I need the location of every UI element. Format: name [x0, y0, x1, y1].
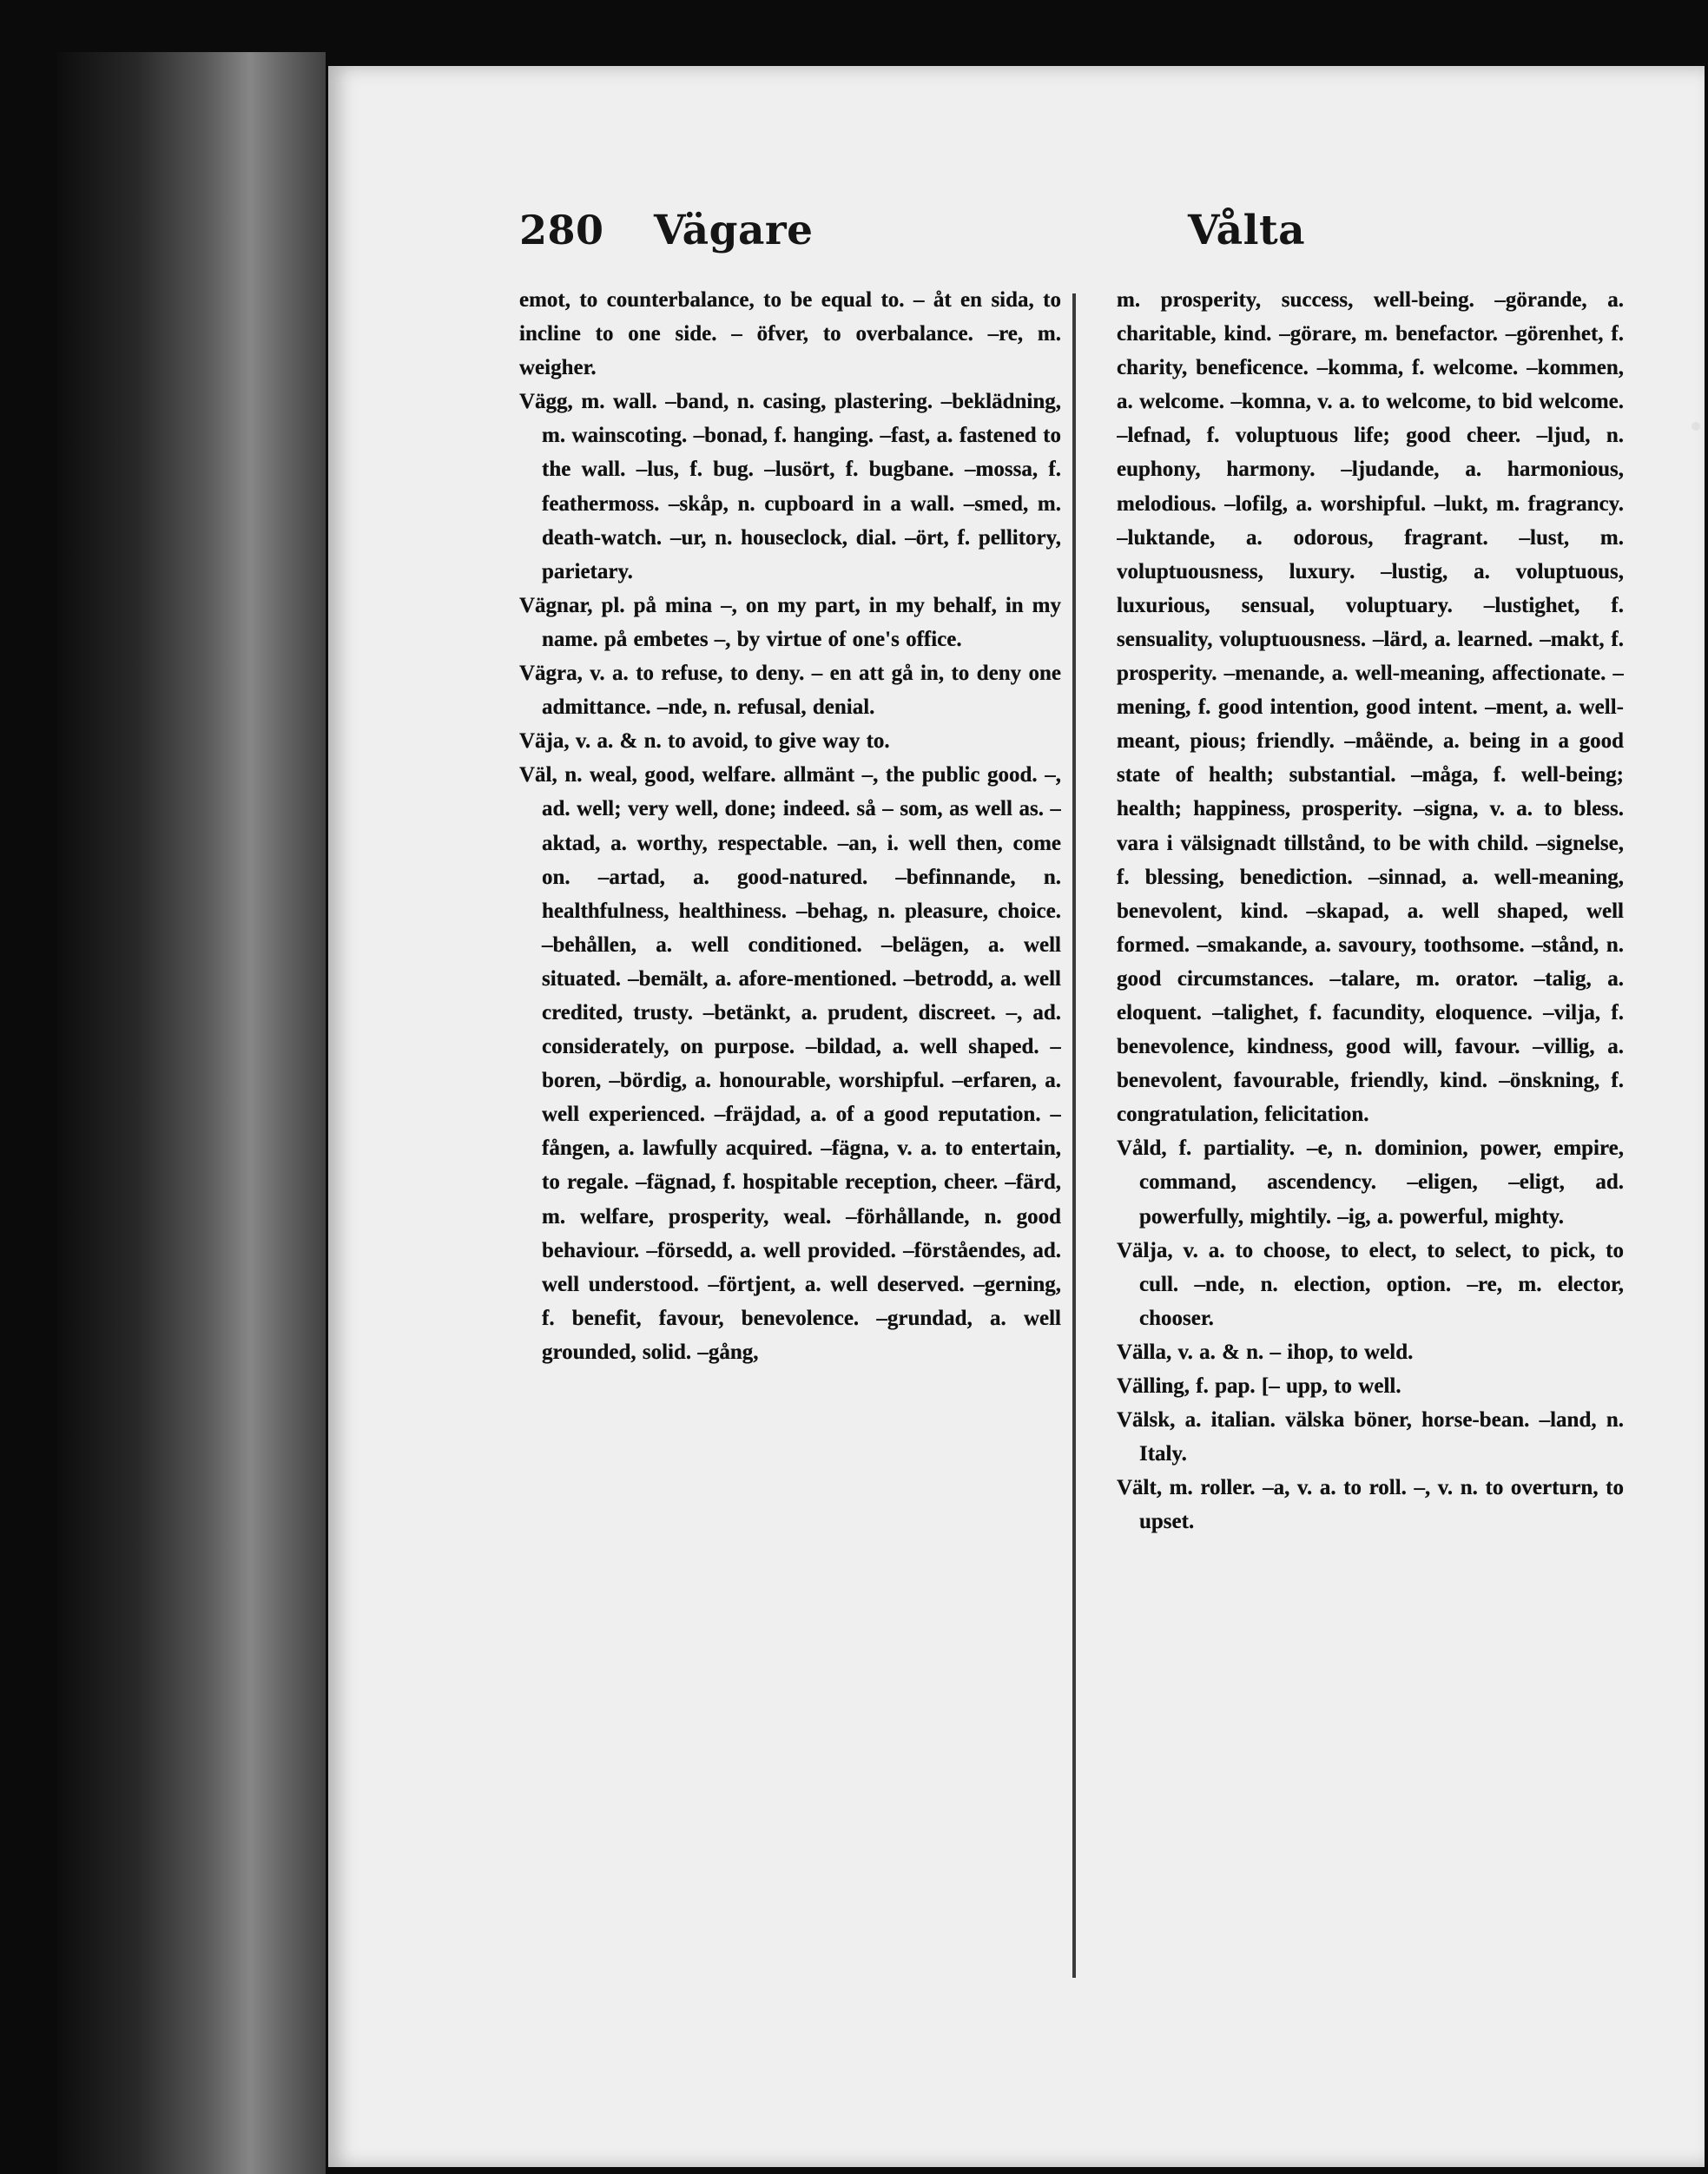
- dictionary-entry-vagnar: Vägnar, pl. på mina –, on my part, in my behalf, in my name. på embetes –, by virtue of one's office.: [519, 593, 1061, 651]
- running-header: [519, 207, 1405, 257]
- right-running-headword: Vålta: [1188, 207, 1306, 254]
- dictionary-entry-valsk: Välsk, a. italian. välska böner, horse-bean. –land, n. Italy.: [1117, 1408, 1624, 1466]
- dictionary-entry-vagg: Vägg, m. wall. –band, n. casing, plastering. –beklädning, m. wainscoting. –bonad, f. hanging. –fast, a. fastened to the wall. –lus, f. bug. –lusört, f. bugbane. –mossa, f. feathermoss. –skåp, n. cupboard in a wall. –smed, m. death-watch. –ur, n. houseclock, dial. –ört, f. pellitory, parietary.: [519, 390, 1061, 583]
- dictionary-entry-valt: Vält, m. roller. –a, v. a. to roll. –, v. n. to overturn, to upset.: [1117, 1476, 1624, 1534]
- scan-dirt-speck: [1692, 422, 1700, 431]
- dictionary-entry-valla: Välla, v. a. & n. – ihop, to weld.: [1117, 1340, 1414, 1364]
- dictionary-entry-vaja: Väja, v. a. & n. to avoid, to give way to.: [519, 729, 890, 754]
- dictionary-entry-val: Väl, n. weal, good, welfare. allmänt –, the public good. –, ad. well; very well, done; indeed. så – som, as well as. –aktad, a. worthy, respectable. –an, i. well then, come on. –artad, a. good-natured. –befinnande, n. healthfulness, healthiness. –behag, n. pleasure, choice. –behållen, a. well conditioned. –belägen, a. well situated. –bemält, a. afore-mentioned. –betrodd, a. well credited, trusty. –betänkt, a. prudent, discreet. –, ad. considerately, on purpose. –bildad, a. well shaped. –boren, –bördig, a. honourable, worshipful. –erfaren, a. well experienced. –fräjdad, a. of a good reputation. –fången, a. lawfully acquired. –fägna, v. a. to entertain, to regale. –fägnad, f. hospitable reception, cheer. –färd, m. welfare, prosperity, weal. –förhållande, n. good behaviour. –försedd, a. well provided. –förståendes, ad. well understood. –förtjent, a. well deserved. –gerning, f. benefit, favour, benevolence. –grundad, a. well grounded, solid. –gång,: [519, 763, 1061, 1364]
- book-binding-shadow: [56, 52, 326, 2174]
- dictionary-entry-continuation: emot, to counterbalance, to be equal to. – åt en sida, to incline to one side. – öfver, to overbalance. –re, m. weigher.: [519, 288, 1061, 380]
- dictionary-entry-vald: Våld, f. partiality. –e, n. dominion, power, empire, command, ascendency. –eligen, –eligt, ad. powerfully, mightily. –ig, a. powerful, mighty.: [1117, 1136, 1624, 1229]
- dictionary-entry-valling: Välling, f. pap. [– upp, to well.: [1117, 1374, 1401, 1398]
- dictionary-entry-vagra: Vägra, v. a. to refuse, to deny. – en att gå in, to deny one admittance. –nde, n. refusal, denial.: [519, 662, 1061, 720]
- column-divider: [1072, 293, 1076, 1978]
- dictionary-entry-valja: Välja, v. a. to choose, to elect, to select, to pick, to cull. –nde, n. election, option. –re, m. elector, chooser.: [1117, 1238, 1624, 1330]
- right-dictionary-column: [1117, 283, 1624, 1976]
- left-dictionary-column: [519, 283, 1061, 1976]
- dictionary-entry-val-continuation: m. prosperity, success, well-being. –görande, a. charitable, kind. –görare, m. benefactor. –görenhet, f. charity, beneficence. –komma, f. welcome. –kommen, a. welcome. –komna, v. a. to welcome, to bid welcome. –lefnad, f. voluptuous life; good cheer. –ljud, n. euphony, harmony. –ljudande, a. harmonious, melodious. –lofilg, a. worshipful. –lukt, m. fragrancy. –luktande, a. odorous, fragrant. –lust, m. voluptuousness, luxury. –lustig, a. voluptuous, luxurious, sensual, voluptuary. –lustighet, f. sensuality, voluptuousness. –lärd, a. learned. –makt, f. prosperity. –menande, a. well-meaning, affectionate. –mening, f. good intention, good intent. –ment, a. well-meant, pious; friendly. –måënde, a. being in a good state of health; substantial. –måga, f. well-being; health; happiness, prosperity. –signa, v. a. to bless. vara i välsignadt tillstånd, to be with child. –signelse, f. blessing, benediction. –sinnad, a. well-meaning, benevolent, kind. –skapad, a. well shaped, well formed. –smakande, a. savoury, toothsome. –stånd, n. good circumstances. –talare, m. orator. –talig, a. eloquent. –talighet, f. facundity, eloquence. –vilja, f. benevolence, kindness, good will, favour. –villig, a. benevolent, favourable, friendly, kind. –önskning, f. congratulation, felicitation.: [1117, 288, 1624, 1127]
- page-number: 280: [519, 207, 604, 254]
- left-running-headword: Vägare: [654, 207, 814, 254]
